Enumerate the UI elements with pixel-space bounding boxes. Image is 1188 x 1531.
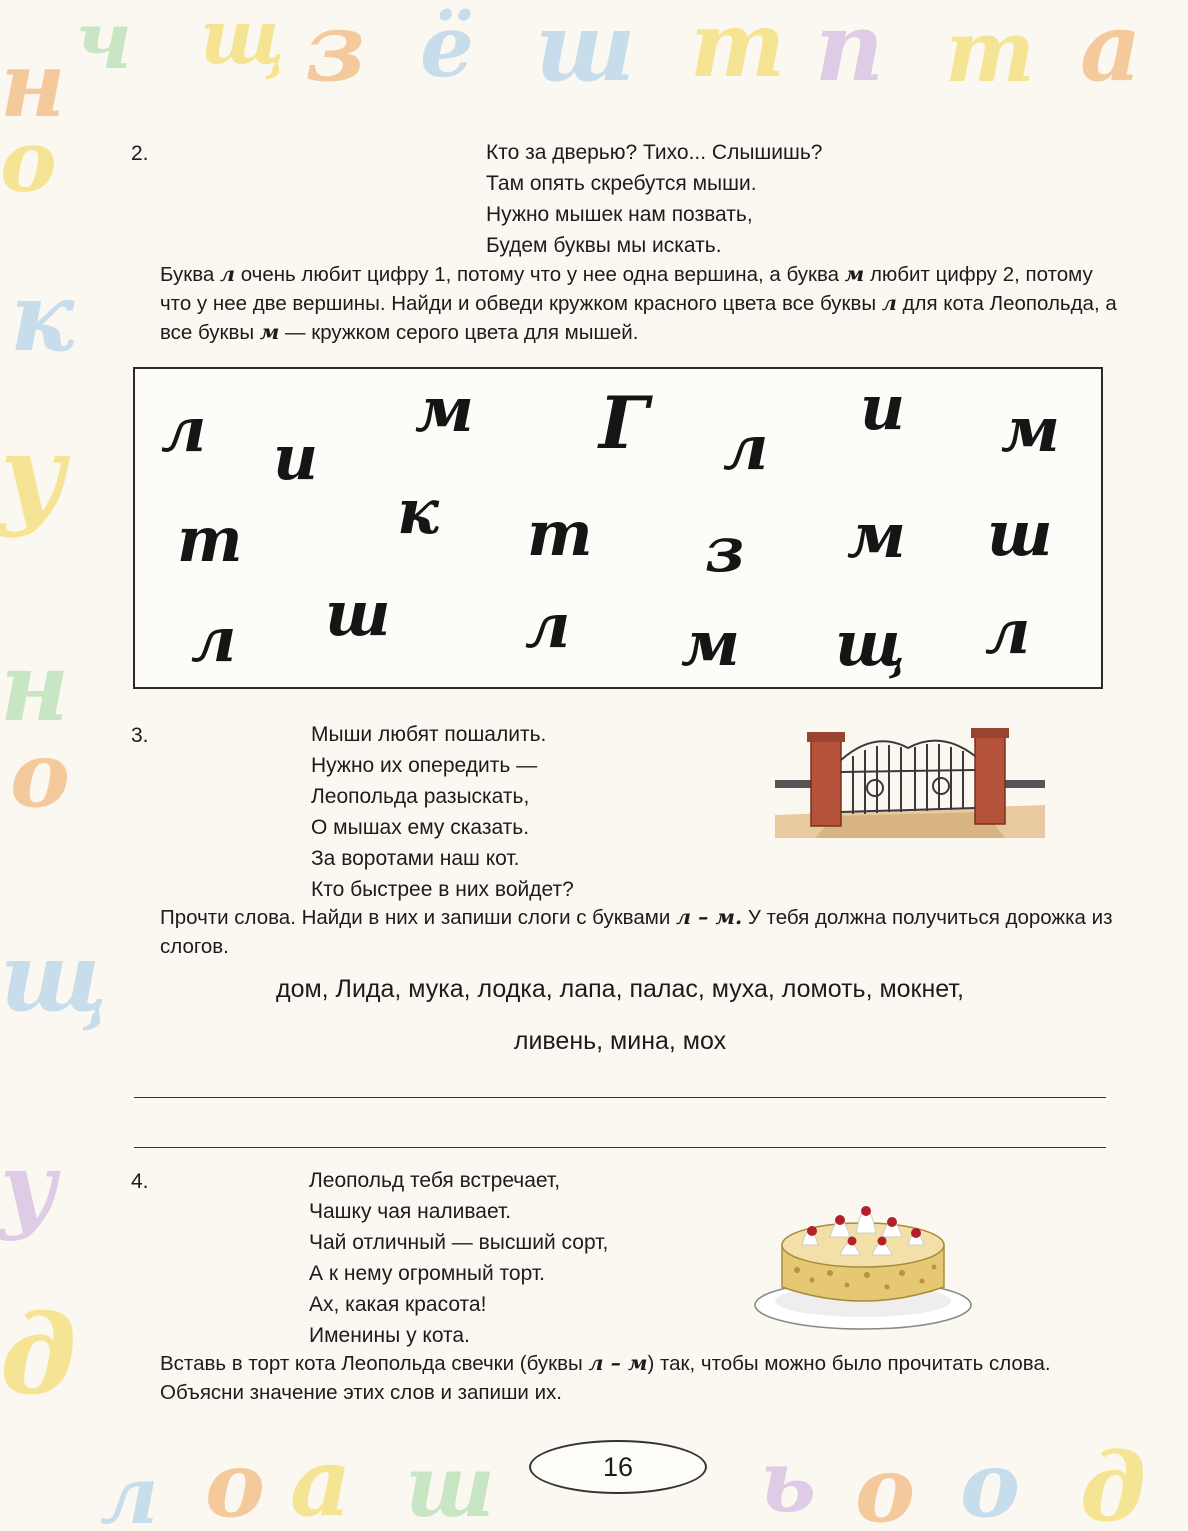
letter-grid-box <box>133 367 1103 689</box>
exercise-4-instruction <box>160 1349 1120 1407</box>
poem-line: Леопольда разыскать, <box>311 785 530 808</box>
grid-letter[interactable]: л <box>161 393 207 466</box>
grid-letter[interactable]: м <box>847 499 906 572</box>
exercise-3-poem <box>311 719 574 905</box>
poem-line: Там опять скребутся мыши. <box>486 172 757 195</box>
letter-l: л <box>219 262 235 286</box>
deco-letter: д <box>1080 1432 1147 1531</box>
grid-letter[interactable]: м <box>415 373 474 446</box>
deco-letter: н <box>0 32 66 138</box>
grid-letter[interactable]: т <box>177 503 243 576</box>
deco-letter: о <box>205 1432 266 1531</box>
pillar-cap <box>807 732 845 742</box>
grid-letter[interactable]: л <box>985 595 1031 668</box>
grid-letter[interactable]: т <box>527 497 593 570</box>
deco-letter: щ <box>0 922 108 1033</box>
deco-letter: л <box>100 1448 159 1531</box>
text: Буква <box>160 263 220 286</box>
deco-letter: т <box>945 2 1035 102</box>
text: — кружком серого цвета для мышей. <box>279 321 639 344</box>
letter-m: м <box>844 262 865 286</box>
deco-letter: у <box>0 1132 57 1243</box>
exercise-3-instruction <box>160 903 1120 961</box>
poem-line: Нужно их опередить — <box>311 754 538 777</box>
grid-letter[interactable]: Г <box>599 380 649 465</box>
grid-letter[interactable]: щ <box>835 607 906 680</box>
deco-letter: п <box>815 0 885 103</box>
text: для кота Леопольда, а все буквы <box>160 292 1117 344</box>
brick-pillar-right <box>975 734 1005 824</box>
poem-line: Именины у кота. <box>309 1324 470 1347</box>
deco-letter: щ <box>200 0 286 81</box>
deco-letter: к <box>10 262 75 373</box>
poem-line: А к нему огромный торт. <box>309 1262 545 1285</box>
poem-line: Ах, какая красота! <box>309 1293 487 1316</box>
pillar-cap <box>971 728 1009 738</box>
text: Вставь в торт кота Леопольда свечки (буквы <box>160 1352 589 1375</box>
poem-line: За воротами наш кот. <box>311 847 520 870</box>
poem-line: Кто за дверью? Тихо... Слышишь? <box>486 141 823 164</box>
deco-letter: а <box>1080 0 1142 103</box>
text: любит цифру 2, потому что у нее две вершины. Найди и обведи кружком красного цвета все буквы <box>160 263 1093 315</box>
deco-letter: н <box>0 632 70 743</box>
fence-rail <box>775 780 815 788</box>
letter-m: м <box>259 320 280 344</box>
grid-letter[interactable]: к <box>397 475 439 548</box>
grid-letter[interactable]: и <box>860 371 906 444</box>
poem-line: Мыши любят пошалить. <box>311 723 547 746</box>
deco-letter: ё <box>420 0 475 97</box>
poem-line: Нужно мышек нам позвать, <box>486 203 753 226</box>
text: очень любит цифру 1, потому что у нее одна вершина, а буква <box>235 263 845 286</box>
cake-illustration <box>752 1175 974 1335</box>
deco-letter: о <box>855 1437 916 1531</box>
exercise-4-number: 4. <box>131 1170 149 1193</box>
deco-letter: з <box>305 0 366 103</box>
exercise-2-poem <box>486 137 822 261</box>
word-list-line-1: дом, Лида, мука, лодка, лапа, палас, муха, ломоть, мокнет, <box>275 975 964 1003</box>
grid-letter[interactable]: и <box>273 421 319 494</box>
deco-letter: у <box>0 410 66 539</box>
text: Прочти слова. Найди в них и запиши слоги с буквами <box>160 906 676 929</box>
exercise-4-poem <box>309 1165 608 1351</box>
poem-line: Чай отличный — высший сорт, <box>309 1231 609 1254</box>
fence-rail <box>1005 780 1045 788</box>
deco-letter: о <box>0 112 57 212</box>
letter-l: л <box>881 291 897 315</box>
gate-illustration <box>775 720 1045 840</box>
exercise-2-number: 2. <box>131 142 149 165</box>
deco-letter: а <box>290 1427 352 1531</box>
poem-line: Леопольд тебя встречает, <box>309 1169 561 1192</box>
grid-letter[interactable]: л <box>723 411 769 484</box>
poem-line: О мышах ему сказать. <box>311 816 530 839</box>
deco-letter: д <box>0 1290 77 1419</box>
grid-letter[interactable]: ш <box>987 497 1053 570</box>
grid-letter[interactable]: л <box>191 603 237 676</box>
brick-pillar-left <box>811 738 841 826</box>
exercise-2-instruction <box>160 260 1120 347</box>
word-list-line-2: ливень, мина, мох <box>513 1027 727 1055</box>
deco-letter: ь <box>760 1432 817 1531</box>
deco-letter: о <box>960 1432 1021 1531</box>
poem-line: Чашку чая наливает. <box>309 1200 512 1223</box>
letters-l-m: л – м. <box>675 905 743 929</box>
deco-letter: т <box>690 0 786 98</box>
poem-line: Кто быстрее в них войдет? <box>311 878 574 901</box>
poem-line: Будем буквы мы искать. <box>486 234 722 257</box>
grid-letter[interactable]: м <box>681 607 740 680</box>
answer-line[interactable] <box>134 1147 1106 1148</box>
page-number: 16 <box>529 1440 707 1494</box>
text: ) так, чтобы можно было прочитать слова. Объясни значение этих слов и запиши их. <box>160 1352 1051 1404</box>
grid-letter[interactable]: з <box>705 513 745 586</box>
iron-gate <box>841 741 975 814</box>
text: У тебя должна получиться дорожка из слогов. <box>160 906 1113 958</box>
deco-letter: ш <box>405 1437 495 1531</box>
deco-letter: ч <box>75 0 133 87</box>
grid-letter[interactable]: ш <box>325 577 391 650</box>
grid-letter[interactable]: м <box>1001 393 1060 466</box>
exercise-3-number: 3. <box>131 724 149 747</box>
deco-letter: ш <box>535 0 636 103</box>
deco-letter: о <box>10 722 71 828</box>
answer-line[interactable] <box>134 1097 1106 1098</box>
grid-letter[interactable]: л <box>525 589 571 662</box>
letters-l-m: л – м <box>588 1351 648 1375</box>
